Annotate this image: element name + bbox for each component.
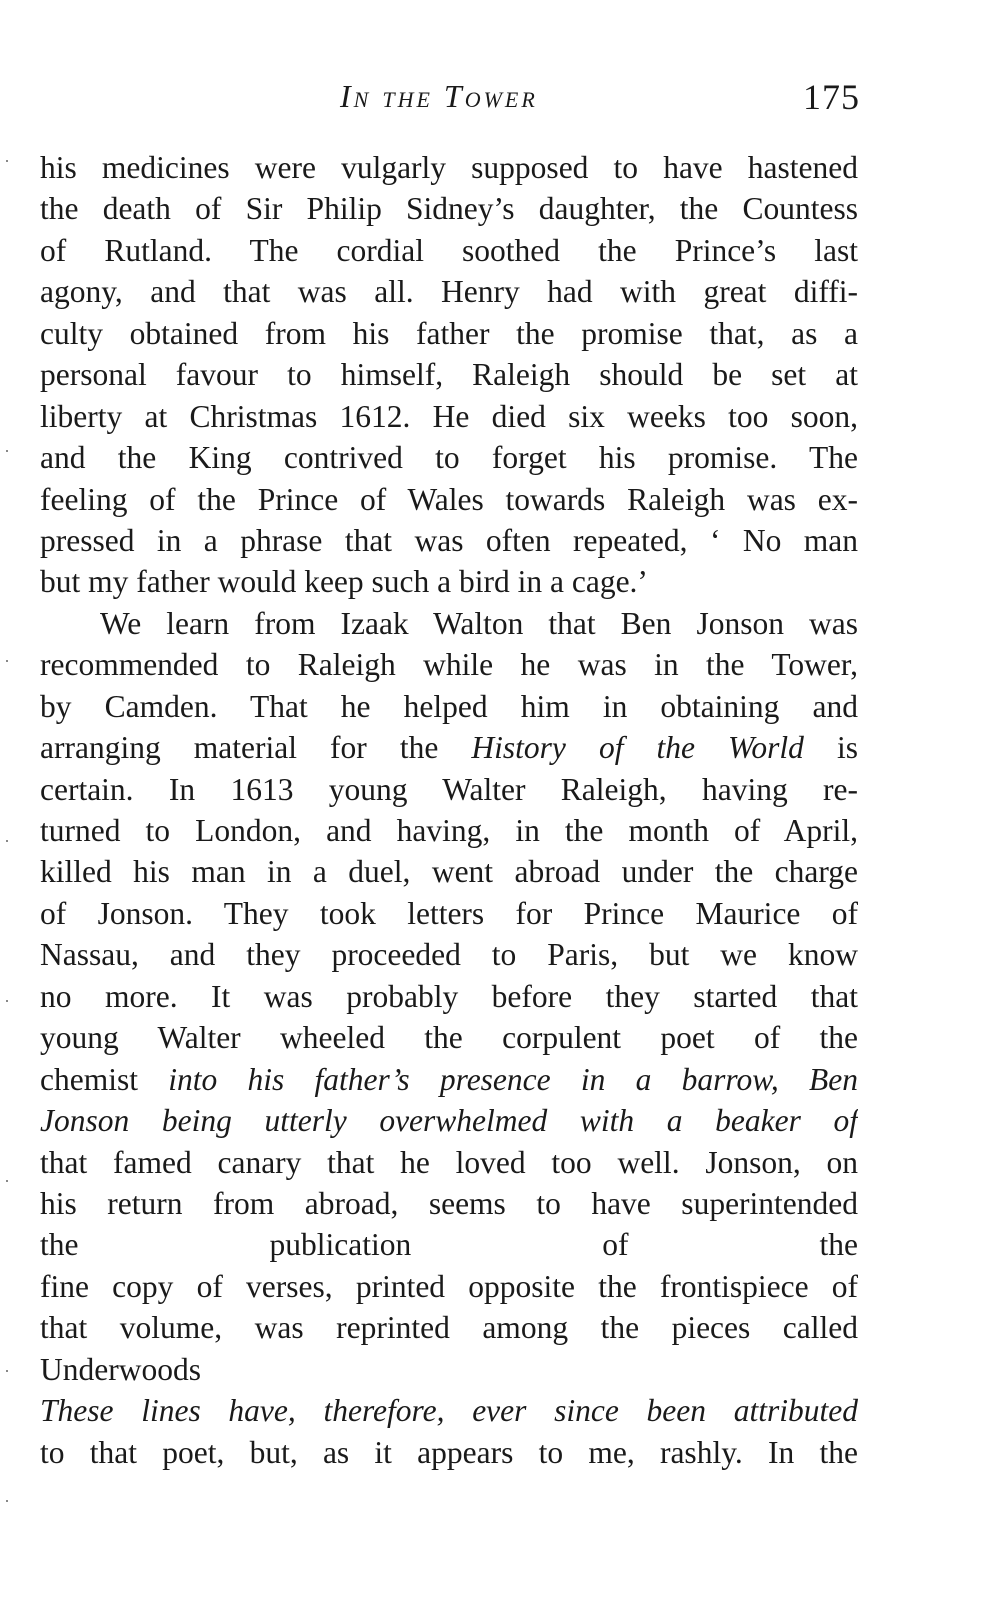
text-line: feeling of the Prince of Wales towards Raleigh was ex-	[40, 481, 858, 517]
text-line: that famed canary that he loved too well. Jonson, on	[40, 1144, 858, 1180]
text-line: We learn from Izaak Walton that Ben Jonson was	[100, 605, 858, 641]
text-line: personal favour to himself, Raleigh should be set at	[40, 357, 858, 393]
text-line: recommended to Raleigh while he was in the Tower,	[40, 647, 858, 683]
text-line: culty obtained from his father the promise that, as a	[40, 315, 858, 351]
text-line: young Walter wheeled the corpulent poet of the	[40, 1020, 858, 1056]
text-line: of Rutland. The cordial soothed the Prince’s last	[40, 232, 858, 268]
running-title: In the Tower	[340, 78, 538, 114]
text-line: arranging material for the History of the World is	[40, 730, 858, 766]
text-line: certain. In 1613 young Walter Raleigh, having re-	[40, 771, 858, 807]
text-line: Nassau, and they proceeded to Paris, but we know	[40, 937, 858, 973]
page-header	[40, 70, 860, 120]
body-text	[40, 147, 858, 1514]
text-line: the death of Sir Philip Sidney’s daughter, the Countess	[40, 191, 858, 227]
text-line	[40, 1473, 858, 1514]
text-line: liberty at Christmas 1612. He died six weeks too soon,	[40, 398, 858, 434]
text-line: fine copy of verses, printed opposite the frontispiece of	[40, 1268, 858, 1304]
text-line: Underwoods	[40, 1351, 201, 1387]
margin-specks	[0, 140, 14, 1540]
text-line: of Jonson. They took letters for Prince Maurice of	[40, 895, 858, 931]
text-line: but my father would keep such a bird in a cage.’	[40, 564, 648, 600]
text-line: that volume, was reprinted among the pieces called	[40, 1310, 858, 1346]
text-line: killed his man in a duel, went abroad under the charge	[40, 854, 858, 890]
text-line: to that poet, but, as it appears to me, rashly. In the	[40, 1434, 858, 1470]
book-title-italic: into his father’s presence in a barrow, Ben	[137, 1061, 858, 1097]
text-line: his medicines were vulgarly supposed to have hastened	[40, 150, 858, 185]
text-line: by Camden. That he helped him in obtaining and	[40, 688, 858, 724]
text-line: the publication of the	[40, 1227, 858, 1263]
text-line: his return from abroad, seems to have superintended	[40, 1185, 858, 1221]
text-line	[40, 1390, 858, 1431]
text-line: and the King contrived to forget his promise. The	[40, 440, 858, 476]
book-title-italic: History of the World	[471, 730, 804, 766]
paragraph-2	[40, 603, 858, 1515]
book-title-italic: These lines have, therefore, ever since been attributed	[40, 1393, 858, 1429]
text-line: turned to London, and having, in the month of April,	[40, 813, 858, 848]
text-line: no more. It was probably before they started that	[40, 978, 858, 1014]
text-line: agony, and that was all. Henry had with great diffi-	[40, 274, 858, 310]
text-line: chemist into his father’s presence in a barrow, Ben	[40, 1061, 858, 1097]
page-number: 175	[803, 77, 860, 117]
book-title-italic: Jonson being utterly overwhelmed with a beaker of	[40, 1103, 858, 1139]
text-line: pressed in a phrase that was often repeated, ‘ No man	[40, 522, 858, 558]
text-line	[40, 1100, 858, 1141]
paragraph-1	[40, 147, 858, 603]
